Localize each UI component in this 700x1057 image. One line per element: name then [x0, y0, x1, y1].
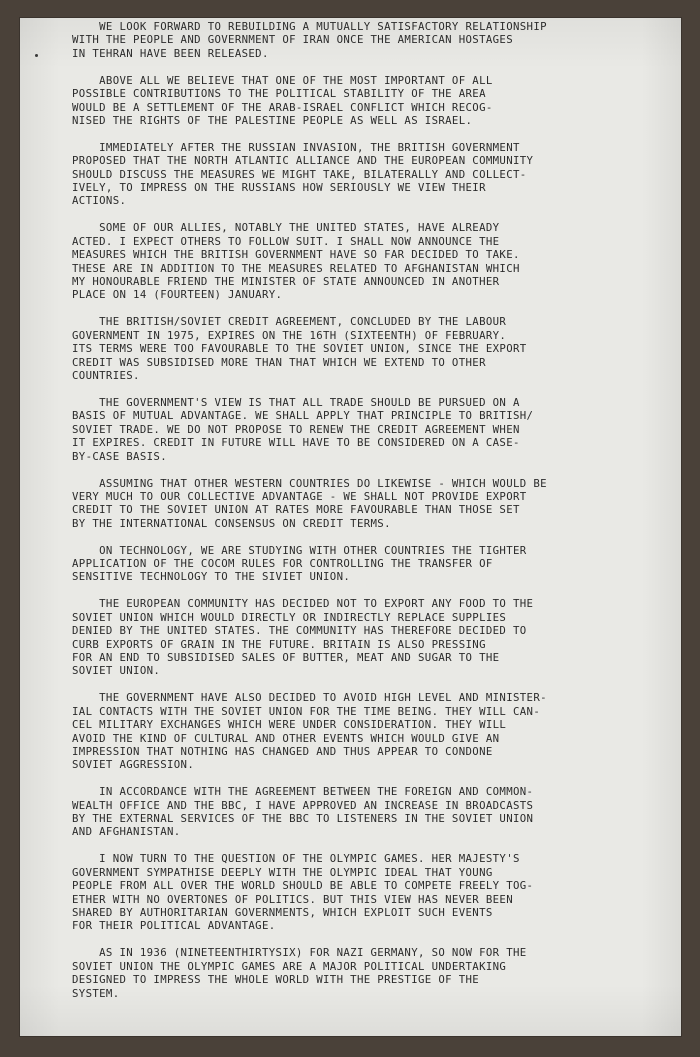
- text-line: BY THE EXTERNAL SERVICES OF THE BBC TO LISTENERS IN THE SOVIET UNION: [72, 812, 534, 826]
- paragraph: [72, 20, 672, 60]
- text-line: IN ACCORDANCE WITH THE AGREEMENT BETWEEN THE FOREIGN AND COMMON-: [72, 785, 534, 799]
- text-line: SOVIET UNION THE OLYMPIC GAMES ARE A MAJOR POLITICAL UNDERTAKING: [72, 959, 507, 973]
- text-line: MEASURES WHICH THE BRITISH GOVERNMENT HAVE SO FAR DECIDED TO TAKE.: [72, 248, 520, 262]
- text-line: WE LOOK FORWARD TO REBUILDING A MUTUALLY SATISFACTORY RELATIONSHIP: [72, 20, 547, 33]
- text-line: AND AFGHANISTAN.: [72, 825, 181, 839]
- text-line: FOR THEIR POLITICAL ADVANTAGE.: [72, 919, 276, 933]
- text-line: THE GOVERNMENT'S VIEW IS THAT ALL TRADE SHOULD BE PURSUED ON A: [72, 395, 520, 409]
- text-line: VERY MUCH TO OUR COLLECTIVE ADVANTAGE - WE SHALL NOT PROVIDE EXPORT: [72, 489, 527, 503]
- text-line: SOME OF OUR ALLIES, NOTABLY THE UNITED STATES, HAVE ALREADY: [72, 221, 500, 235]
- text-line: DESIGNED TO IMPRESS THE WHOLE WORLD WITH THE PRESTIGE OF THE: [72, 973, 480, 987]
- text-line: IVELY, TO IMPRESS ON THE RUSSIANS HOW SERIOUSLY WE VIEW THEIR: [72, 181, 486, 195]
- paragraph: [72, 544, 672, 584]
- text-line: THE EUROPEAN COMMUNITY HAS DECIDED NOT TO EXPORT ANY FOOD TO THE: [72, 597, 534, 611]
- text-line: BY THE INTERNATIONAL CONSENSUS ON CREDIT TERMS.: [72, 516, 391, 530]
- text-line: SOVIET UNION WHICH WOULD DIRECTLY OR INDIRECTLY REPLACE SUPPLIES: [72, 610, 507, 624]
- text-line: PLACE ON 14 (FOURTEEN) JANUARY.: [72, 288, 283, 302]
- text-line: CREDIT WAS SUBSIDISED MORE THAN THAT WHICH WE EXTEND TO OTHER: [72, 355, 486, 369]
- text-line: CEL MILITARY EXCHANGES WHICH WERE UNDER CONSIDERATION. THEY WILL: [72, 718, 507, 732]
- text-line: SHOULD DISCUSS THE MEASURES WE MIGHT TAKE, BILATERALLY AND COLLECT-: [72, 167, 527, 181]
- paragraph: [72, 477, 672, 531]
- paragraph: [72, 946, 672, 1000]
- text-line: SENSITIVE TECHNOLOGY TO THE SIVIET UNION.: [72, 570, 351, 584]
- text-line: THE BRITISH/SOVIET CREDIT AGREEMENT, CONCLUDED BY THE LABOUR: [72, 315, 507, 329]
- text-line: PROPOSED THAT THE NORTH ATLANTIC ALLIANCE AND THE EUROPEAN COMMUNITY: [72, 154, 534, 168]
- text-line: ACTED. I EXPECT OTHERS TO FOLLOW SUIT. I SHALL NOW ANNOUNCE THE: [72, 234, 500, 248]
- paragraph: [72, 597, 672, 677]
- text-line: FOR AN END TO SUBSIDISED SALES OF BUTTER, MEAT AND SUGAR TO THE: [72, 650, 500, 664]
- ink-speck: [35, 54, 38, 57]
- text-line: IMPRESSION THAT NOTHING HAS CHANGED AND THUS APPEAR TO CONDONE: [72, 744, 493, 758]
- text-line: POSSIBLE CONTRIBUTIONS TO THE POLITICAL STABILITY OF THE AREA: [72, 87, 486, 101]
- text-line: SOVIET TRADE. WE DO NOT PROPOSE TO RENEW THE CREDIT AGREEMENT WHEN: [72, 422, 520, 436]
- text-line: CURB EXPORTS OF GRAIN IN THE FUTURE. BRITAIN IS ALSO PRESSING: [72, 637, 486, 651]
- text-line: IT EXPIRES. CREDIT IN FUTURE WILL HAVE TO BE CONSIDERED ON A CASE-: [72, 436, 520, 450]
- paragraph: [72, 221, 672, 301]
- text-line: THESE ARE IN ADDITION TO THE MEASURES RELATED TO AFGHANISTAN WHICH: [72, 261, 520, 275]
- text-line: CREDIT TO THE SOVIET UNION AT RATES MORE FAVOURABLE THAN THOSE SET: [72, 503, 520, 517]
- text-line: IAL CONTACTS WITH THE SOVIET UNION FOR THE TIME BEING. THEY WILL CAN-: [72, 704, 541, 718]
- text-line: DENIED BY THE UNITED STATES. THE COMMUNITY HAS THEREFORE DECIDED TO: [72, 624, 527, 638]
- paragraph: [72, 691, 672, 771]
- text-line: BY-CASE BASIS.: [72, 449, 167, 463]
- paragraph: [72, 141, 672, 208]
- document-page: [20, 18, 681, 1036]
- text-line: IMMEDIATELY AFTER THE RUSSIAN INVASION, THE BRITISH GOVERNMENT: [72, 140, 520, 154]
- text-line: ACTIONS.: [72, 194, 127, 208]
- text-line: SHARED BY AUTHORITARIAN GOVERNMENTS, WHICH EXPLOIT SUCH EVENTS: [72, 906, 493, 920]
- text-line: NISED THE RIGHTS OF THE PALESTINE PEOPLE AS WELL AS ISRAEL.: [72, 113, 473, 127]
- text-line: AS IN 1936 (NINETEENTHIRTYSIX) FOR NAZI GERMANY, SO NOW FOR THE: [72, 946, 527, 960]
- text-line: COUNTRIES.: [72, 368, 140, 382]
- text-line: ITS TERMS WERE TOO FAVOURABLE TO THE SOVIET UNION, SINCE THE EXPORT: [72, 342, 527, 356]
- text-line: SYSTEM.: [72, 986, 120, 1000]
- text-line: BASIS OF MUTUAL ADVANTAGE. WE SHALL APPLY THAT PRINCIPLE TO BRITISH/: [72, 409, 534, 423]
- text-line: WOULD BE A SETTLEMENT OF THE ARAB-ISRAEL CONFLICT WHICH RECOG-: [72, 100, 493, 114]
- text-line: IN TEHRAN HAVE BEEN RELEASED.: [72, 46, 269, 60]
- text-line: ETHER WITH NO OVERTONES OF POLITICS. BUT THIS VIEW HAS NEVER BEEN: [72, 892, 513, 906]
- text-line: GOVERNMENT IN 1975, EXPIRES ON THE 16TH (SIXTEENTH) OF FEBRUARY.: [72, 328, 507, 342]
- text-line: ON TECHNOLOGY, WE ARE STUDYING WITH OTHER COUNTRIES THE TIGHTER: [72, 543, 527, 557]
- paragraph: [72, 396, 672, 463]
- text-line: WEALTH OFFICE AND THE BBC, I HAVE APPROVED AN INCREASE IN BROADCASTS: [72, 798, 534, 812]
- text-line: SOVIET UNION.: [72, 664, 161, 678]
- paragraph: [72, 785, 672, 839]
- text-line: I NOW TURN TO THE QUESTION OF THE OLYMPIC GAMES. HER MAJESTY'S: [72, 852, 520, 866]
- text-line: WITH THE PEOPLE AND GOVERNMENT OF IRAN ONCE THE AMERICAN HOSTAGES: [72, 33, 513, 47]
- text-line: THE GOVERNMENT HAVE ALSO DECIDED TO AVOID HIGH LEVEL AND MINISTER-: [72, 691, 547, 705]
- text-line: SOVIET AGGRESSION.: [72, 758, 195, 772]
- text-line: ASSUMING THAT OTHER WESTERN COUNTRIES DO LIKEWISE - WHICH WOULD BE: [72, 476, 547, 490]
- text-line: AVOID THE KIND OF CULTURAL AND OTHER EVENTS WHICH WOULD GIVE AN: [72, 731, 500, 745]
- text-line: ABOVE ALL WE BELIEVE THAT ONE OF THE MOST IMPORTANT OF ALL: [72, 73, 493, 87]
- paragraph: [72, 74, 672, 128]
- text-line: GOVERNMENT SYMPATHISE DEEPLY WITH THE OLYMPIC IDEAL THAT YOUNG: [72, 865, 493, 879]
- paragraph: [72, 315, 672, 382]
- typed-statement-body: [72, 20, 672, 1014]
- text-line: APPLICATION OF THE COCOM RULES FOR CONTROLLING THE TRANSFER OF: [72, 557, 493, 571]
- text-line: PEOPLE FROM ALL OVER THE WORLD SHOULD BE ABLE TO COMPETE FREELY TOG-: [72, 879, 534, 893]
- paragraph: [72, 852, 672, 932]
- text-line: MY HONOURABLE FRIEND THE MINISTER OF STATE ANNOUNCED IN ANOTHER: [72, 275, 500, 289]
